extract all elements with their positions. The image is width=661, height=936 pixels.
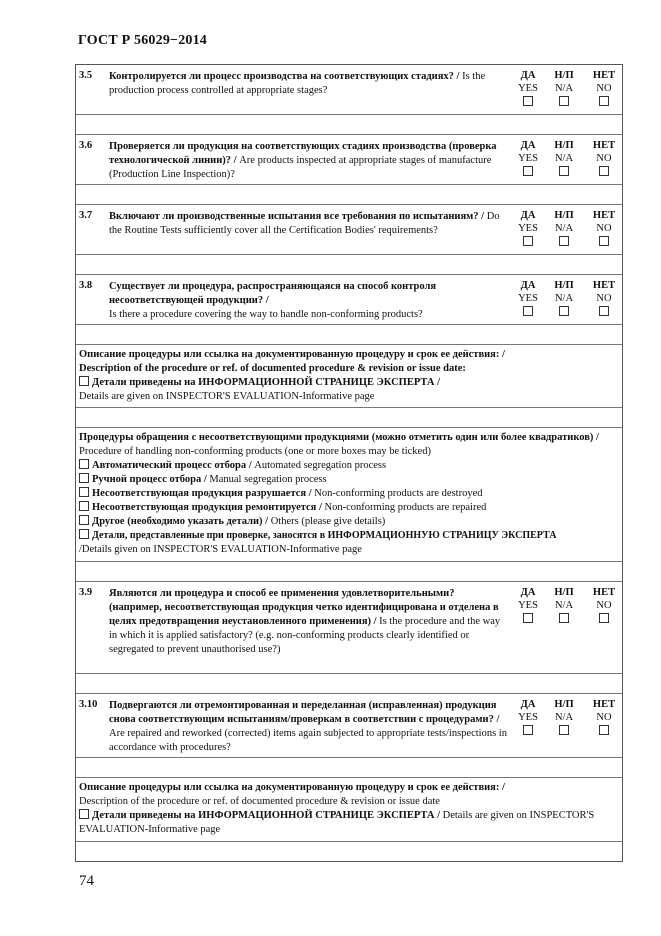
question-row-3-5: 3.5 Контролируется ли процесс производства на соответствующих стадиях? / Is the production process controlled at appropriate stages? ДА YES Н/П N/A НЕТ NO (76, 65, 622, 115)
no-checkbox[interactable] (599, 166, 609, 176)
description-label-ru: Описание процедуры или ссылка на документированную процедуру и срок ее действия: / (79, 349, 505, 360)
yes-checkbox[interactable] (523, 236, 533, 246)
yes-checkbox[interactable] (523, 96, 533, 106)
question-number: 3.7 (79, 210, 93, 221)
comment-row[interactable] (76, 185, 622, 205)
na-checkbox[interactable] (559, 306, 569, 316)
na-checkbox[interactable] (559, 236, 569, 246)
procedure-description-block: Описание процедуры или ссылка на документированную процедуру и срок ее действия: / Description of the procedure or ref. of documented procedure & revision or issue date Детали приведены на ИНФОРМАЦИОННОЙ СТРАНИЦЕ ЭКСПЕРТА / Details are given on INSPECTOR'S EVALUATION-Informative page (76, 778, 622, 842)
question-number: 3.8 (79, 280, 93, 291)
checklist-table (75, 64, 623, 862)
na-checkbox[interactable] (559, 96, 569, 106)
no-checkbox[interactable] (599, 96, 609, 106)
question-number: 3.5 (79, 70, 93, 81)
yes-checkbox[interactable] (523, 725, 533, 735)
manual-segregation-checkbox[interactable] (79, 473, 89, 483)
question-text: Существует ли процедура, распространяющаяся на способ контроля несоответствующей продукции? / Is there a procedure covering the way to handle non-conforming products? (109, 281, 437, 320)
question-number: 3.6 (79, 140, 93, 151)
description-label-ru: Описание процедуры или ссылка на документированную процедуру и срок ее действия: / (79, 782, 505, 793)
comment-row[interactable] (76, 674, 622, 694)
no-checkbox[interactable] (599, 613, 609, 623)
comment-row[interactable] (76, 325, 622, 345)
no-checkbox[interactable] (599, 236, 609, 246)
question-row-3-9: 3.9 Являются ли процедура и способ ее применения удовлетворительными? (например, несоответствующая продукция четко идентифицирована и отделена в целях предотвращения неустановленного применения) / Is the procedure and the way in which it is applied satisfactory? (e.g. non-conforming products clearly identified or segregated to prevent unauthorised use?) ДА YES Н/П N/A НЕТ NO (76, 582, 622, 674)
yes-checkbox[interactable] (523, 613, 533, 623)
document-header: ГОСТ Р 56029−2014 (78, 33, 207, 48)
question-text: Подвергаются ли отремонтированная и переделанная (исправленная) продукция снова соответствующим испытаниям/проверкам в соответствии с процедурами? / Are repaired and reworked (corrected) items again subjected to appropriate tests/inspections in accordance with procedures? (109, 700, 507, 753)
na-checkbox[interactable] (559, 613, 569, 623)
handling-procedures-block: Процедуры обращения с несоответствующими продукциями (можно отметить один или более квадратиков) / Procedure of handling non-conforming products (one or more boxes may be ticked) Автоматический процесс отбора / Automated segregation process Ручной процесс отбора / Manual segregation process Несоответствующая продукция разрушается / Non-conforming products are destroyed Несоответствующая продукция ремонтируется / Non-conforming products are repaired Другое (необходимо указать детали) / Others (please give details) Детали, представленные при проверке, заносятся в ИНФОРМАЦИОННУЮ СТРАНИЦУ ЭКСПЕРТА /Details given on INSPECTOR'S EVALUATION-Informative page (76, 428, 622, 562)
question-row-3-10: 3.10 Подвергаются ли отремонтированная и переделанная (исправленная) продукция снова соответствующим испытаниям/проверкам в соответствии с процедурами? / Are repaired and reworked (corrected) items again subjected to appropriate tests/inspections in accordance with procedures? ДА YES Н/П N/A НЕТ NO (76, 694, 622, 758)
question-text: Проверяется ли продукция на соответствующих стадиях производства (проверка технологической линии)? / Are products inspected at appropriate stages of manufacture (Production Line Inspection)? (109, 141, 497, 180)
others-checkbox[interactable] (79, 515, 89, 525)
na-checkbox[interactable] (559, 725, 569, 735)
comment-row[interactable] (76, 842, 622, 862)
no-checkbox[interactable] (599, 306, 609, 316)
yes-checkbox[interactable] (523, 306, 533, 316)
question-text: Контролируется ли процесс производства на соответствующих стадиях? / Is the production process controlled at appropriate stages? (109, 71, 486, 96)
handling-title: Процедуры обращения с несоответствующими продукциями (можно отметить один или более квадратиков) / (79, 432, 599, 443)
details-checkbox[interactable] (79, 529, 89, 539)
question-text: Включают ли производственные испытания все требования по испытаниям? / Do the Routine Tests sufficiently cover all the Certification Bodies' requirements? (109, 211, 500, 236)
destroyed-checkbox[interactable] (79, 487, 89, 497)
page-number: 74 (79, 873, 94, 889)
automated-segregation-checkbox[interactable] (79, 459, 89, 469)
handling-option: Ручной процесс отбора / Manual segregation process (79, 473, 616, 487)
comment-row[interactable] (76, 408, 622, 428)
handling-option: Несоответствующая продукция ремонтируется / Non-conforming products are repaired (79, 501, 616, 515)
description-label-en: Description of the procedure or ref. of documented procedure & revision or issue date: (79, 363, 466, 374)
comment-row[interactable] (76, 255, 622, 275)
question-number: 3.10 (79, 699, 98, 710)
yes-checkbox[interactable] (523, 166, 533, 176)
handling-option: Другое (необходимо указать детали) / Others (please give details) (79, 515, 616, 529)
question-row-3-6: 3.6 Проверяется ли продукция на соответствующих стадиях производства (проверка технологической линии)? / Are products inspected at appropriate stages of manufacture (Production Line Inspection)? ДА YES Н/П N/A НЕТ NO (76, 135, 622, 185)
question-row-3-7: 3.7 Включают ли производственные испытания все требования по испытаниям? / Do the Routine Tests sufficiently cover all the Certification Bodies' requirements? ДА YES Н/П N/A НЕТ NO (76, 205, 622, 255)
na-checkbox[interactable] (559, 166, 569, 176)
no-checkbox[interactable] (599, 725, 609, 735)
question-number: 3.9 (79, 587, 93, 598)
description-label-en: Description of the procedure or ref. of documented procedure & revision or issue date (79, 796, 440, 807)
comment-row[interactable] (76, 115, 622, 135)
handling-option: Автоматический процесс отбора / Automated segregation process (79, 459, 616, 473)
details-checkbox[interactable] (79, 376, 89, 386)
comment-row[interactable] (76, 562, 622, 582)
details-checkbox[interactable] (79, 809, 89, 819)
repaired-checkbox[interactable] (79, 501, 89, 511)
question-text: Являются ли процедура и способ ее применения удовлетворительными? (например, несоответствующая продукция четко идентифицирована и отделена в целях предотвращения неустановленного применения) / Is the procedure and the way in which it is applied satisfactory? (e.g. non-conforming products clearly identified or segregated to prevent unauthorised use?) (109, 588, 501, 655)
procedure-description-block: Описание процедуры или ссылка на документированную процедуру и срок ее действия: / Description of the procedure or ref. of documented procedure & revision or issue date: Детали приведены на ИНФОРМАЦИОННОЙ СТРАНИЦЕ ЭКСПЕРТА / Details are given on INSPECTOR'S EVALUATION-Informative page (76, 345, 622, 408)
handling-option: Несоответствующая продукция разрушается / Non-conforming products are destroyed (79, 487, 616, 501)
comment-row[interactable] (76, 758, 622, 778)
question-row-3-8: 3.8 Существует ли процедура, распространяющаяся на способ контроля несоответствующей продукции? / Is there a procedure covering the way to handle non-conforming products? ДА YES Н/П N/A НЕТ NO (76, 275, 622, 325)
handling-option: Детали, представленные при проверке, заносятся в ИНФОРМАЦИОННУЮ СТРАНИЦУ ЭКСПЕРТА /Details given on INSPECTOR'S EVALUATION-Informative page (79, 530, 557, 555)
